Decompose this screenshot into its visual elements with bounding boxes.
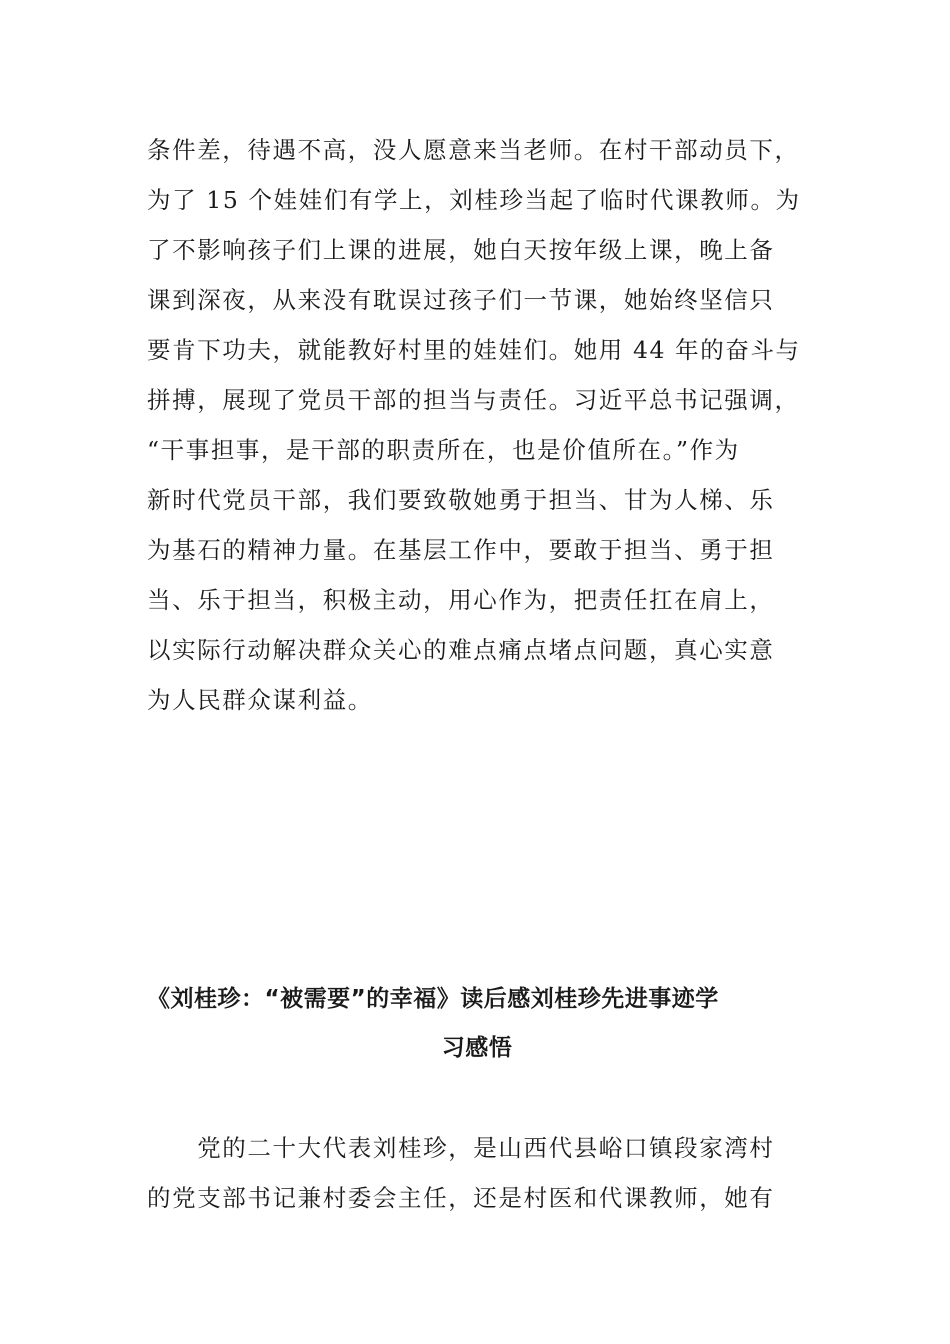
text-line: 了不影响孩子们上课的进展，她白天按年级上课，晚上备	[147, 236, 775, 264]
text-line: 为基石的精神力量。在基层工作中，要敢于担当、勇于担	[147, 536, 775, 564]
title-line: 习感悟	[441, 1035, 513, 1061]
text-line: 以实际行动解决群众关心的难点痛点堵点问题，真心实意	[147, 636, 775, 664]
text-line: 要肯下功夫，就能教好村里的娃娃们。她用 44 年的奋斗与	[147, 336, 801, 364]
text-line: 为了 15 个娃娃们有学上，刘桂珍当起了临时代课教师。为	[147, 186, 801, 214]
document-title	[147, 975, 807, 1073]
text-line: 课到深夜，从来没有耽误过孩子们一节课，她始终坚信只	[147, 286, 775, 314]
text-line: 的党支部书记兼村委会主任，还是村医和代课教师，她有	[147, 1184, 775, 1212]
text-line: 为人民群众谋利益。	[147, 686, 373, 714]
text-line: 党的二十大代表刘桂珍，是山西代县峪口镇段家湾村	[147, 1134, 775, 1162]
body-paragraph-2	[147, 1123, 807, 1223]
text-line: 拼搏，展现了党员干部的担当与责任。习近平总书记强调，	[147, 386, 800, 414]
text-line: 新时代党员干部，我们要致敬她勇于担当、甘为人梯、乐	[147, 486, 775, 514]
text-line: 当、乐于担当，积极主动，用心作为，把责任扛在肩上，	[147, 586, 775, 614]
text-line: 条件差，待遇不高，没人愿意来当老师。在村干部动员下，	[147, 136, 800, 164]
title-line: 《刘桂珍：“被需要”的幸福》读后感刘桂珍先进事迹学	[147, 986, 719, 1012]
text-line: “干事担事，是干部的职责所在，也是价值所在。”作为	[147, 436, 740, 464]
body-paragraph-1	[147, 125, 807, 725]
